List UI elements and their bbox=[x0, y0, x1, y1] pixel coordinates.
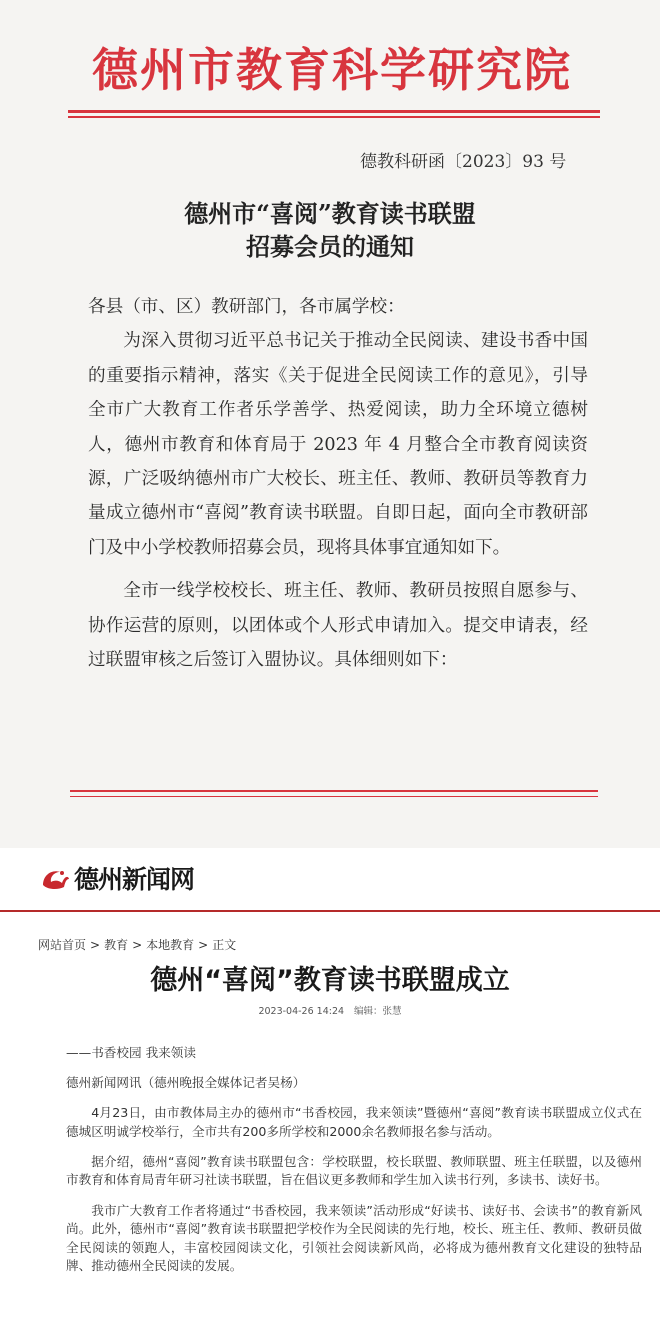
article-body bbox=[66, 1044, 642, 1287]
org-name: 德州市教育科学研究院 bbox=[92, 43, 572, 97]
article-paragraph: 我市广大教育工作者将通过“书香校园，我来领读”活动形成“好读书、读好书、会读书”的教育新风尚。此外，德州市“喜阅”教育读书联盟把学校作为全民阅读的先行地，校长、班主任、教师、教研员做全民阅读的领跑人，丰富校园阅读文化，引领社会阅读新风尚，必将成为德州教育文化建设的独特品牌、推动德州全民阅读的发展。 bbox=[66, 1202, 642, 1274]
doc-paragraph: 全市一线学校校长、班主任、教师、教研员按照自愿参与、协作运营的原则，以团体或个人形式申请加入。提交申请表，经过联盟审核之后签订入盟协议。具体细则如下： bbox=[88, 581, 588, 671]
breadcrumb-education[interactable]: 教育 bbox=[104, 938, 129, 952]
doc-title-line1: 德州市“喜阅”教育读书联盟 bbox=[184, 199, 476, 228]
logo-text: 德州新闻网 bbox=[74, 865, 195, 894]
doc-paragraph: 为深入贯彻习近平总书记关于推动全民阅读、建设书香中国的重要指示精神，落实《关于促进全民阅读工作的意见》，引导全市广大教育工作者乐学善学、热爱阅读，助力全环境立德树人，德州市教育和体育局于 2023 年 4 月整合全市教育阅读资源，广泛吸纳德州市广大校长、班主任、教师、教研员等教育力量成立德州市“喜阅”教育读书联盟。自即日起，面向全市教研部门及中小学校教师招募会员，现将具体事宜通知如下。 bbox=[88, 331, 588, 558]
article-meta bbox=[0, 1003, 660, 1017]
site-header-rule bbox=[0, 910, 660, 912]
news-article bbox=[0, 848, 660, 1327]
breadcrumb-current: 正文 bbox=[212, 938, 237, 952]
footer-rule bbox=[70, 790, 598, 792]
breadcrumb: 网站首页 > 教育 > 本地教育 > 正文 bbox=[38, 938, 237, 952]
breadcrumb-home[interactable]: 网站首页 bbox=[38, 938, 87, 952]
article-paragraph: 据介绍，德州“喜阅”教育读书联盟包含：学校联盟，校长联盟、教师联盟、班主任联盟，以及德州市教育和体育局青年研习社读书联盟，旨在倡议更多教师和学生加入读书行列，多读书、读好书。 bbox=[66, 1153, 642, 1188]
header-rule-thin bbox=[68, 116, 600, 118]
site-logo[interactable] bbox=[40, 862, 194, 894]
swan-logo-icon bbox=[40, 863, 70, 893]
breadcrumb-local-education[interactable]: 本地教育 bbox=[146, 938, 195, 952]
footer-rule-thin bbox=[70, 796, 598, 797]
article-paragraph: 4月23日，由市教体局主办的德州市“书香校园，我来领读”暨德州“喜阅”教育读书联盟成立仪式在德城区明诚学校举行，全市共有200多所学校和2000余名教师报名参与活动。 bbox=[66, 1105, 642, 1139]
article-editor: 编辑：张慧 bbox=[354, 1006, 402, 1017]
article-subtitle: ——书香校园 我来领读 bbox=[66, 1045, 196, 1060]
article-title: 德州“喜阅”教育读书联盟成立 bbox=[150, 965, 510, 996]
article-byline: 德州新闻网讯（德州晚报全媒体记者吴杨） bbox=[66, 1075, 306, 1091]
doc-salutation: 各县（市、区）教研部门，各市属学校： bbox=[88, 297, 405, 317]
article-datetime: 2023-04-26 14:24 bbox=[258, 1006, 345, 1017]
header-rule bbox=[68, 110, 600, 113]
doc-number: 德教科研函〔2023〕93 号 bbox=[360, 152, 567, 172]
doc-title-line2: 招募会员的通知 bbox=[246, 232, 414, 261]
doc-body bbox=[88, 290, 588, 677]
